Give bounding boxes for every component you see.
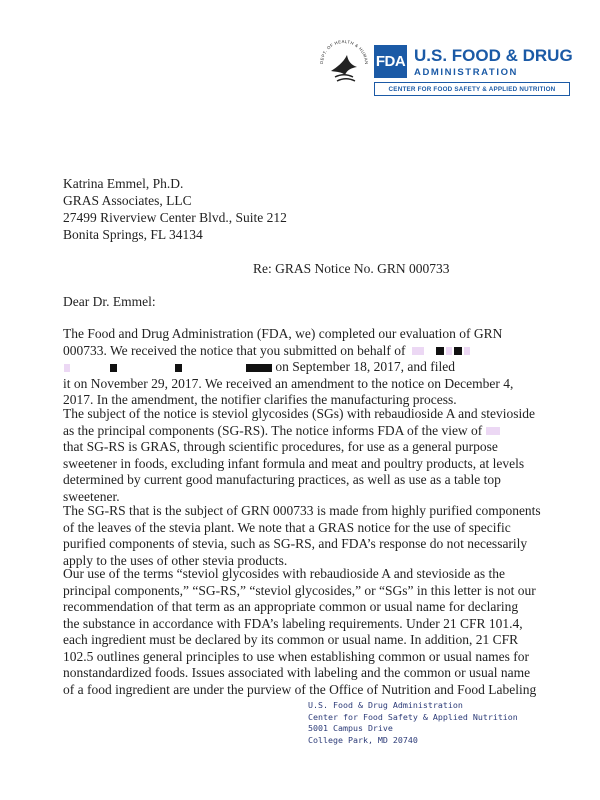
redaction-bar [175, 364, 182, 372]
fda-center-bar: CENTER FOR FOOD SAFETY & APPLIED NUTRITION [374, 82, 570, 96]
paragraph-line: that SG-RS is GRAS, through scientific procedures, for use as a general purpose [63, 439, 498, 454]
paragraph-line: recommendation of that term as an appropriate common or usual name for declaring [63, 599, 519, 614]
recipient-address [63, 175, 287, 243]
paragraph-line: 000733. We received the notice that you submitted on behalf of [63, 343, 531, 360]
paragraph-line: as the principal components (SG-RS). The notice informs FDA of the view of [63, 423, 531, 440]
paragraph-line: on September 18, 2017, and filed [63, 359, 531, 376]
paragraph-line: of a food ingredient are under the purview of the Office of Nutrition and Food Labeling [63, 681, 537, 697]
paragraph-line: determined by current good manufacturing practices, as well as use as a table top [63, 472, 501, 487]
paragraph-1 [63, 326, 531, 409]
paragraph-line: The SG-RS that is the subject of GRN 000733 is made from highly purified components [63, 503, 541, 518]
paragraph-line: The Food and Drug Administration (FDA, we) completed our evaluation of GRN [63, 326, 503, 341]
paragraph-line: each ingredient must be declared by its common or usual name. In addition, 21 CFR [63, 632, 519, 647]
redaction-bar [436, 347, 444, 355]
paragraph-line: apply to the uses of other stevia products. [63, 552, 288, 568]
salutation: Dear Dr. Emmel: [63, 294, 156, 309]
fda-logo [374, 45, 573, 99]
recipient-street: 27499 Riverview Center Blvd., Suite 212 [63, 210, 287, 225]
paragraph-2 [63, 406, 536, 505]
fda-title-line2: ADMINISTRATION [414, 67, 519, 78]
paragraph-line: sweetener. [63, 488, 120, 504]
fda-title-line1: U.S. FOOD & DRUG [414, 46, 573, 65]
paragraph-line: sweetener in foods, excluding infant formula and meat and poultry products, at levels [63, 455, 525, 471]
recipient-company: GRAS Associates, LLC [63, 193, 192, 208]
redaction-bar [64, 364, 70, 372]
paragraph-line: of the leaves of the stevia plant. We note that a GRAS notice for the use of specific [63, 519, 511, 535]
redaction-bar [464, 347, 470, 355]
paragraph-line: the substance in accordance with FDA’s labeling requirements. Under 21 CFR 101.4, [63, 615, 523, 631]
paragraph-line: it on November 29, 2017. We received an amendment to the notice on December 4, [63, 375, 514, 391]
footer-line: College Park, MD 20740 [308, 734, 418, 745]
recipient-city: Bonita Springs, FL 34134 [63, 227, 203, 242]
redaction-bar [246, 364, 272, 372]
redaction-bar [446, 347, 452, 355]
paragraph-3 [63, 503, 541, 569]
redaction-bar [412, 347, 424, 355]
paragraph-line: Our use of the terms “steviol glycosides with rebaudioside A and stevioside as the [63, 566, 506, 581]
redaction-bar [454, 347, 462, 355]
hhs-seal-logo [317, 37, 371, 91]
paragraph-line: purified components of stevia, such as SG-RS, and FDA’s response do not necessarily [63, 536, 528, 551]
paragraph-line: 102.5 outlines general principles to use when establishing common or usual names for [63, 648, 530, 664]
paragraph-line: The subject of the notice is steviol glycosides (SGs) with rebaudioside A and stevioside [63, 406, 536, 421]
fda-box-mark: FDA [374, 45, 407, 78]
paragraph-line: nonstandardized foods. Issues associated with labeling and the common or usual name [63, 665, 531, 680]
footer-line: 5001 Campus Drive [308, 723, 393, 733]
redaction-bar [486, 427, 500, 435]
paragraph-4 [63, 566, 537, 698]
redaction-bar [110, 364, 117, 372]
svg-text:DEPT. OF HEALTH & HUMAN SERVIC: DEPT. OF HEALTH & HUMAN [318, 38, 370, 65]
paragraph-line: 2017. In the amendment, the notifier clarifies the manufacturing process. [63, 392, 457, 407]
footer-line: U.S. Food & Drug Administration [308, 700, 463, 710]
fda-footer-address [308, 700, 518, 746]
footer-line: Center for Food Safety & Applied Nutrition [308, 711, 518, 722]
paragraph-line: principal components,” “SG-RS,” “steviol glycosides,” or “SGs” in this letter is not our [63, 582, 536, 598]
re-line: Re: GRAS Notice No. GRN 000733 [253, 261, 450, 276]
recipient-name: Katrina Emmel, Ph.D. [63, 176, 184, 191]
